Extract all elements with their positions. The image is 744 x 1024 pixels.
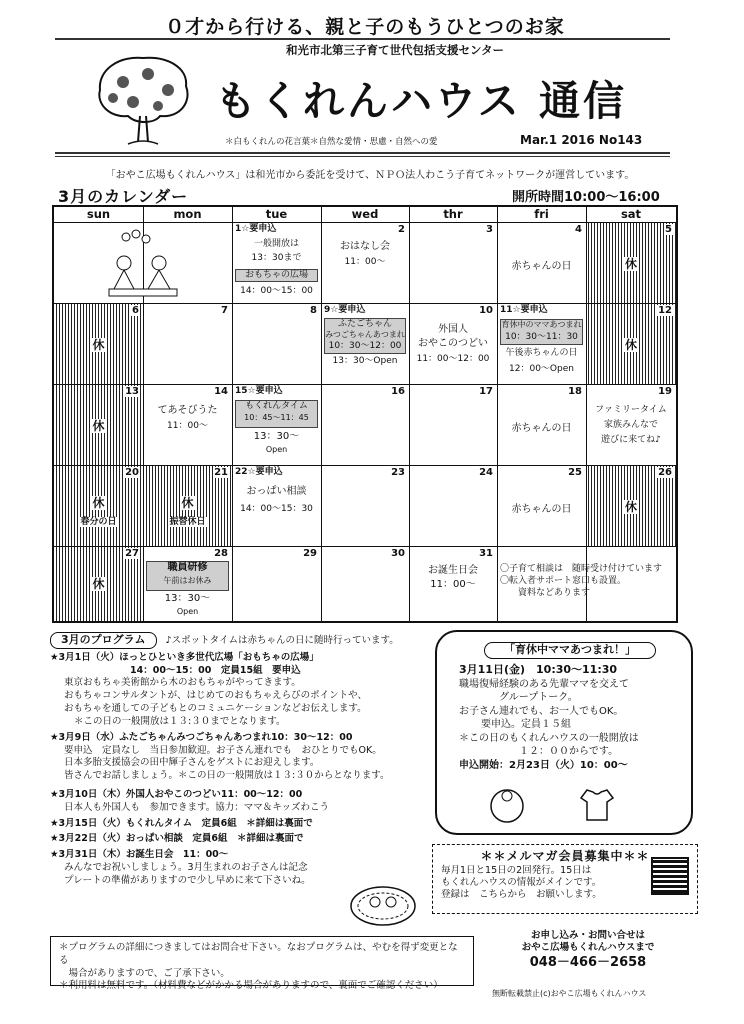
event-toy-plaza: おもちゃの広場 xyxy=(235,269,318,282)
date-number: 25 xyxy=(568,467,582,478)
date-number: 28 xyxy=(214,548,228,559)
qr-code[interactable] xyxy=(651,857,689,895)
program-item-desc: 皆さんでお話しましょう。＊この日の一般開放は１３:３０からとなります。 xyxy=(64,770,390,782)
ikuji-text: １２：００からです。 xyxy=(519,746,619,758)
note-support-desk: 〇転入者サポート窓口も設置。 xyxy=(500,576,627,587)
footer-note: ＊利用料は無料です。（材料費などがかかる場合がありますので、裏面でご確認ください） xyxy=(59,980,443,992)
event-time: 12：00～Open xyxy=(509,364,574,374)
program-item-desc: ＊この日の一般開放は１３:３０までとなります。 xyxy=(74,715,286,727)
event-text: 職員研修 xyxy=(167,562,208,573)
date-number: 12 xyxy=(658,305,672,316)
date-number: 14 xyxy=(214,386,228,397)
event-time: 13：30～Open xyxy=(332,356,398,366)
divider xyxy=(55,152,670,154)
event-text: 赤ちゃんの日 xyxy=(511,504,572,515)
date-number: 26 xyxy=(658,467,672,478)
day-header-mon: mon xyxy=(173,207,202,221)
date-number: 27 xyxy=(125,548,139,559)
bib-icon xyxy=(487,786,527,824)
event-time: 11：00～ xyxy=(430,579,476,590)
closed-mark: 休 xyxy=(92,338,105,352)
event-time: 11：00～12：00 xyxy=(416,354,490,364)
date-number: 2 xyxy=(398,224,405,235)
contact-line: おやこ広場もくれんハウスまで xyxy=(521,942,655,954)
merumaga-text: 登録は こちらから お願いします。 xyxy=(441,889,602,901)
date-number: 4 xyxy=(575,224,582,235)
program-item-title: ★3月10日（木）外国人おやこのつどい11：00～12：00 xyxy=(50,788,303,800)
date-number: 8 xyxy=(310,305,317,316)
merumaga-text: 毎月1日と15日の2回発行。15日は xyxy=(441,864,592,876)
event-text: 午後赤ちゃんの日 xyxy=(505,348,578,358)
ikuji-text: 要申込。定員１５組 xyxy=(481,719,571,731)
event-time: 11：00～ xyxy=(344,257,386,267)
program-item-time: 14：00～15：00 定員15組 要申込 xyxy=(130,664,301,676)
ikuji-date: 3月11日(金) 10:30～11:30 xyxy=(459,662,618,676)
calendar-title: 3月のカレンダー xyxy=(58,187,189,206)
motto: ＊白もくれんの花言葉＊自然な愛情・思慮・自然への愛 xyxy=(225,137,438,147)
event-time: 13：30～ xyxy=(164,593,211,604)
program-item-desc: みんなでお祝いしましょう。3月生まれのお子さんは記念 xyxy=(64,862,308,874)
closed-mark: 休 xyxy=(92,419,105,433)
event-text: 一般開放は xyxy=(253,239,299,249)
date-number: 6 xyxy=(132,305,139,316)
opening-hours: 開所時間10:00～16:00 xyxy=(512,190,660,205)
closed-mark: 休 xyxy=(624,338,637,352)
contact-info xyxy=(488,930,688,972)
event-text: 13：30まで xyxy=(251,253,302,263)
event-text: ふたごちゃん xyxy=(337,319,392,329)
event-time: 11：00～ xyxy=(167,421,208,431)
program-item-desc: おもちゃを通しての子どもとのコミュニケーションなどお伝えします。 xyxy=(64,703,367,715)
event-text: みつごちゃんあつまれ xyxy=(325,330,405,339)
event-text: もくれんタイム xyxy=(245,401,308,411)
event-time: 10：30～11：30 xyxy=(505,332,578,342)
event-time: 10：45～11：45 xyxy=(244,413,309,422)
event-text: 外国人 xyxy=(438,324,468,335)
program-item-desc: 日本人も外国人も 参加できます。協力：ママ＆キッズわこう xyxy=(64,801,330,813)
program-item-title: ★3月9日（水）ふたごちゃんみつごちゃんあつまれ10：30～12：00 xyxy=(50,731,353,743)
date-number: 24 xyxy=(479,467,493,478)
newsletter-signup-box xyxy=(432,844,698,914)
event-label: 22☆要申込 xyxy=(235,467,283,477)
divider xyxy=(55,38,670,40)
event-text: お誕生日会 xyxy=(428,565,478,576)
event-text: ファミリータイム xyxy=(595,405,667,415)
merumaga-text: もくれんハウスの情報がメインです。 xyxy=(441,876,602,888)
closed-mark: 休 xyxy=(624,500,637,514)
date-number: 21 xyxy=(214,467,228,478)
date-number: 17 xyxy=(479,386,493,397)
merumaga-heading: ＊＊メルマガ会員募集中＊＊ xyxy=(480,849,650,863)
footer-note: ＊プログラムの詳細につきましてはお問合せ下さい。なおプログラムは、やむを得ず変更となる xyxy=(59,942,458,966)
event-text: 赤ちゃんの日 xyxy=(511,423,572,434)
event-time: 14：00～15：30 xyxy=(240,504,313,514)
program-tag: 3月のプログラム xyxy=(50,632,157,649)
event-label: 1☆要申込 xyxy=(235,224,277,234)
date-number: 13 xyxy=(125,386,139,397)
ikuji-text: グループトーク。 xyxy=(499,692,578,704)
note-consultation: 〇子育て相談は 随時受け付けています xyxy=(500,564,663,574)
divider xyxy=(55,156,670,157)
closed-mark: 休 xyxy=(92,496,105,510)
day-header-wed: wed xyxy=(351,207,379,221)
ikuji-heading: 「育休中ママあつまれ！」 xyxy=(484,642,656,659)
copyright: 無断転載禁止(c)おやこ広場もくれんハウス xyxy=(492,989,647,998)
program-item-desc: 東京おもちゃ美術館から木のおもちゃがやってきます。 xyxy=(64,677,301,689)
note-materials: 資料などあります xyxy=(518,588,591,599)
closed-mark: 休 xyxy=(92,577,105,591)
newsletter-title: もくれんハウス 通信 xyxy=(215,77,628,125)
event-text: 育休中のママあつまれ xyxy=(501,320,582,329)
event-text: 赤ちゃんの日 xyxy=(511,261,572,272)
program-item-title: ★3月31日（木）お誕生日会 11：00～ xyxy=(50,849,229,861)
ikuji-mama-box xyxy=(435,630,693,835)
spot-time-note: ♪スポットタイムは赤ちゃんの日に随時行っています。 xyxy=(165,635,399,646)
event-time: 10：30～12：00 xyxy=(328,341,402,351)
date-number: 29 xyxy=(303,548,317,559)
date-number: 23 xyxy=(391,467,405,478)
issue-number: Mar.1 2016 No143 xyxy=(520,133,643,147)
date-number: 10 xyxy=(479,305,493,316)
program-item-desc: プレートの準備がありますので少し早めに来て下さいね。 xyxy=(64,874,311,886)
closed-mark: 休 xyxy=(181,496,194,510)
event-label: 15☆要申込 xyxy=(235,386,283,396)
day-header-sun: sun xyxy=(86,207,111,221)
date-number: 7 xyxy=(221,305,228,316)
date-number: 16 xyxy=(391,386,405,397)
day-header-thr: thr xyxy=(443,207,463,221)
event-text: Open xyxy=(176,607,199,616)
ikuji-text: ＊この日のもくれんハウスの一般開放は xyxy=(459,732,639,744)
closed-mark: 休 xyxy=(624,257,637,271)
date-number: 20 xyxy=(125,467,139,478)
event-time: 14：00～15：00 xyxy=(240,286,313,296)
day-header-sat: sat xyxy=(620,207,642,221)
event-text: 家族みんなで xyxy=(603,420,658,430)
event-label: 11☆要申込 xyxy=(500,305,548,315)
ikuji-application-start: 申込開始：2月23日（火）10：00～ xyxy=(459,759,628,771)
footer-notes xyxy=(50,936,474,992)
holiday-name: 春分の日 xyxy=(80,517,117,527)
date-number: 3 xyxy=(486,224,493,235)
contact-line: お申し込み・お問い合せは xyxy=(530,930,645,941)
day-header-tue: tue xyxy=(265,207,288,221)
baby-clothes-icon xyxy=(577,786,617,824)
birthday-cake-illustration xyxy=(348,880,418,928)
program-item-desc: 日本多胎支援協会の田中輝子さんをゲストにお迎えします。 xyxy=(64,757,320,769)
date-number: 19 xyxy=(658,386,672,397)
tagline: ０才から行ける、親と子のもうひとつのお家 xyxy=(165,16,565,38)
event-text: おっぱい相談 xyxy=(246,486,307,497)
date-number: 31 xyxy=(479,548,493,559)
program-item-desc: 要申込 定員なし 当日参加歓迎。お子さん連れでも おひとりでもOK。 xyxy=(64,744,382,756)
org-name: 和光市北第三子育て世代包括支援センター xyxy=(285,43,505,57)
event-label: 9☆要申込 xyxy=(324,305,366,315)
calendar xyxy=(52,205,678,623)
event-text: 遊びに来てね♪ xyxy=(601,435,661,445)
program-item-title: ★3月22日（火）おっぱい相談 定員6組 ＊詳細は裏面で xyxy=(50,833,304,845)
event-text: おはなし会 xyxy=(340,241,390,252)
date-number: 5 xyxy=(665,224,672,235)
program-item-title: ★3月1日（火）ほっとひといき多世代広場「おもちゃの広場」 xyxy=(50,651,319,663)
hina-dolls-illustration xyxy=(84,229,194,299)
program-section xyxy=(50,632,435,888)
event-text: おやこのつどい xyxy=(418,338,488,349)
event-time: 13：30～ xyxy=(253,431,300,442)
date-number: 18 xyxy=(568,386,582,397)
ikuji-text: お子さん連れでも、お一人でもOK。 xyxy=(459,705,624,717)
ikuji-text: 職場復帰経験のある先輩ママを交えて xyxy=(459,678,629,690)
date-number: 30 xyxy=(391,548,405,559)
operator-notice: 「おやこ広場もくれんハウス」は和光市から委託を受けて、ＮＰＯ法人わこう子育てネットワークが運営しています。 xyxy=(105,170,635,181)
day-header-fri: fri xyxy=(534,207,549,221)
phone-number: 048－466－2658 xyxy=(529,954,647,970)
event-text: 午前はお休み xyxy=(163,576,212,585)
footer-note: 場合がありますので、ご了承下さい。 xyxy=(59,967,230,979)
tree-illustration xyxy=(88,52,198,152)
program-item-desc: おもちゃコンサルタントが、はじめてのおもちゃえらびのポイントや、 xyxy=(64,690,367,702)
event-text: Open xyxy=(265,445,288,454)
program-item-title: ★3月15日（火）もくれんタイム 定員6組 ＊詳細は裏面で xyxy=(50,817,313,829)
event-text: てあそびうた xyxy=(157,405,218,416)
holiday-name: 振替休日 xyxy=(169,517,206,527)
